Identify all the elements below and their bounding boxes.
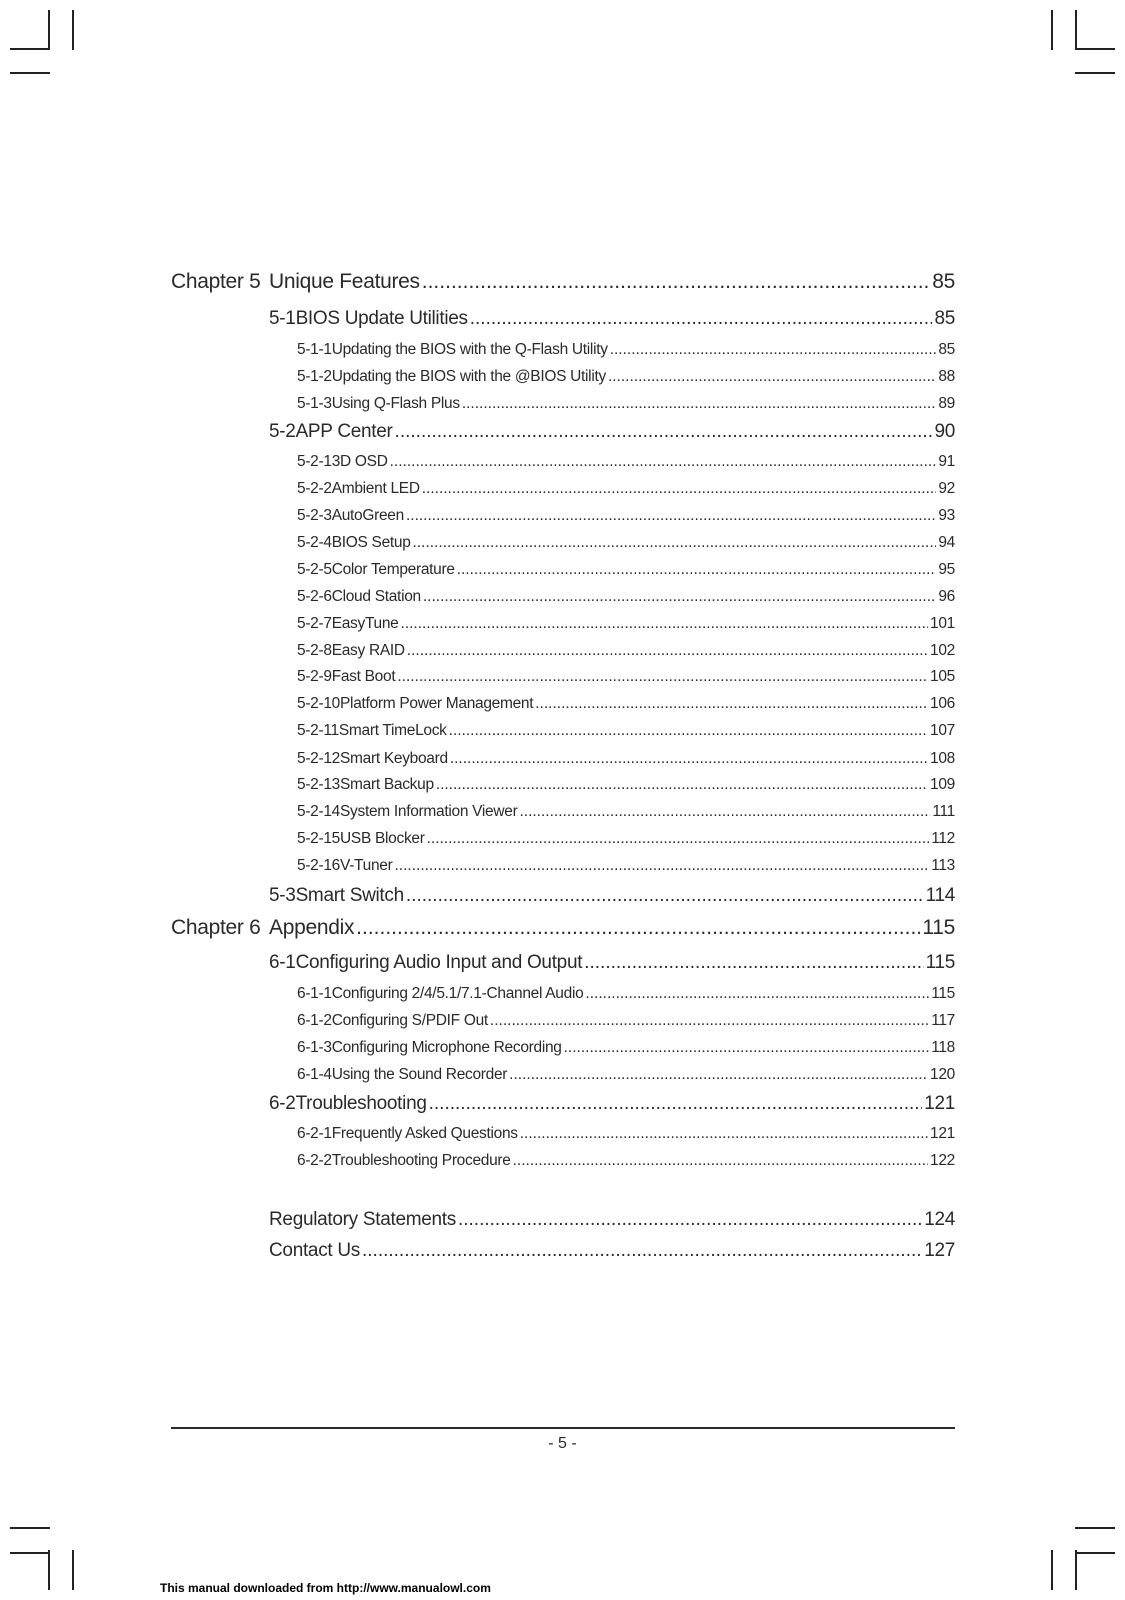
toc-number: 5-2-8 [297, 642, 332, 659]
toc-leader [356, 916, 920, 940]
toc-leader [490, 1012, 929, 1030]
toc-title: Configuring 2/4/5.1/7.1-Channel Audio [331, 985, 584, 1002]
toc-number: 5-2-2 [297, 480, 332, 497]
toc-number: 6-1 [269, 952, 296, 973]
toc-title: Troubleshooting [295, 1093, 427, 1114]
toc-number: 5-2 [269, 421, 296, 442]
toc-leader [401, 615, 929, 633]
toc-page: 92 [938, 480, 955, 497]
toc-leader [449, 722, 928, 740]
toc-title: Ambient LED [331, 480, 420, 497]
toc-page: 108 [930, 750, 955, 767]
toc-page: 89 [938, 395, 955, 412]
toc-page: 120 [930, 1066, 955, 1083]
toc-leader [362, 1240, 922, 1262]
crop-mark [10, 1552, 50, 1554]
toc-title: Fast Boot [331, 668, 396, 685]
toc-leader [422, 270, 930, 294]
toc-title: Configuring Microphone Recording [331, 1039, 562, 1056]
toc-page: 85 [932, 270, 955, 293]
toc-leader [470, 308, 933, 330]
toc-title: EasyTune [331, 615, 399, 632]
toc-leader [610, 341, 937, 359]
toc-title: Platform Power Management [340, 695, 534, 712]
toc-title: Configuring Audio Input and Output [295, 952, 583, 973]
toc-page: 118 [931, 1039, 955, 1056]
toc-leader [394, 857, 929, 875]
toc-number: 5-2-13 [297, 776, 341, 793]
toc-leader [429, 1093, 923, 1115]
toc-number: 5-2-7 [297, 615, 332, 632]
crop-mark [72, 10, 74, 50]
toc-leader [457, 561, 937, 579]
toc-title: Smart TimeLock [338, 722, 447, 739]
toc-number: 5-2-6 [297, 588, 332, 605]
toc-title: Easy RAID [331, 642, 405, 659]
toc-number: 6-2-1 [297, 1125, 332, 1142]
toc-page: 115 [925, 952, 955, 973]
toc-leader [519, 803, 930, 821]
toc-page: 109 [930, 776, 955, 793]
toc-chapter-label: Chapter 5 [171, 270, 261, 293]
toc-page: 124 [924, 1209, 955, 1230]
toc-number: 5-2-16 [297, 857, 341, 874]
toc-leader [397, 668, 928, 686]
toc-title: BIOS Setup [331, 534, 411, 551]
toc-leader [436, 776, 928, 794]
toc-leader [564, 1039, 930, 1057]
toc-leader [584, 952, 923, 974]
toc-title: V-Tuner [340, 857, 393, 874]
toc-page: 113 [931, 857, 955, 874]
page-number: - 5 - [548, 1435, 577, 1452]
toc-number: 6-1-1 [297, 985, 332, 1002]
toc-leader [413, 534, 937, 552]
toc-leader [462, 395, 937, 413]
toc-title: AutoGreen [331, 507, 404, 524]
toc-leader [406, 507, 936, 525]
toc-number: 5-1-2 [297, 368, 332, 385]
toc-leader [535, 695, 928, 713]
toc-page: 88 [938, 368, 955, 385]
footer-rule [171, 1427, 955, 1429]
toc-page: 96 [938, 588, 955, 605]
toc-leader [406, 885, 924, 907]
toc-title: Updating the BIOS with the Q-Flash Utility [331, 341, 608, 358]
crop-mark [48, 1550, 50, 1590]
toc-page: 112 [931, 830, 955, 847]
toc-page: 111 [932, 803, 955, 820]
toc-number: 5-1-3 [297, 395, 332, 412]
toc-page: 101 [930, 615, 955, 632]
toc-number: 6-1-4 [297, 1066, 332, 1083]
toc-title: APP Center [295, 421, 393, 442]
toc-number: 5-2-11 [297, 722, 339, 739]
crop-mark [1075, 10, 1077, 50]
toc-page: 107 [930, 722, 955, 739]
crop-mark [1075, 72, 1115, 74]
toc-page: 106 [930, 695, 955, 712]
toc-page: 105 [930, 668, 955, 685]
toc-leader [450, 750, 928, 768]
toc-title: Unique Features [269, 270, 420, 293]
toc-leader [395, 421, 933, 443]
toc-leader [458, 1209, 922, 1231]
toc-title: Regulatory Statements [269, 1209, 456, 1230]
toc-page: 90 [934, 421, 955, 442]
toc-title: Color Temperature [331, 561, 455, 578]
toc-title: Configuring S/PDIF Out [331, 1012, 488, 1029]
toc-number: 5-1 [269, 308, 296, 329]
crop-mark [1075, 1550, 1077, 1590]
toc-page: 93 [938, 507, 955, 524]
toc-leader [608, 368, 936, 386]
toc-page: 122 [930, 1152, 955, 1169]
toc-number: 5-2-10 [297, 695, 341, 712]
toc-page: 94 [938, 534, 955, 551]
toc-title: Using the Sound Recorder [331, 1066, 508, 1083]
crop-mark [1075, 1552, 1115, 1554]
toc-page: 85 [938, 341, 955, 358]
toc-title: Cloud Station [331, 588, 421, 605]
toc-leader [423, 588, 936, 606]
crop-mark [1051, 1550, 1053, 1590]
toc-leader [520, 1125, 928, 1143]
toc-page: 114 [925, 885, 955, 906]
toc-title: System Information Viewer [340, 803, 518, 820]
crop-mark [10, 72, 50, 74]
toc-leader [422, 480, 937, 498]
crop-mark [72, 1550, 74, 1590]
crop-mark [1075, 1527, 1115, 1529]
toc-title: Using Q-Flash Plus [331, 395, 460, 412]
crop-mark [10, 48, 50, 50]
toc-page: 91 [938, 453, 955, 470]
toc-leader [407, 642, 928, 660]
toc-leader [513, 1152, 928, 1170]
crop-mark [48, 10, 50, 50]
crop-mark [10, 1527, 50, 1529]
toc-number: 5-2-15 [297, 830, 341, 847]
toc-number: 6-1-2 [297, 1012, 332, 1029]
toc-page: 121 [924, 1093, 955, 1114]
toc-page: 115 [931, 985, 955, 1002]
toc-number: 5-3 [269, 885, 296, 906]
toc-page: 127 [924, 1240, 955, 1261]
crop-mark [1075, 48, 1115, 50]
toc-title: Frequently Asked Questions [331, 1125, 518, 1142]
download-note: This manual downloaded from http://www.manualowl.com [160, 1581, 491, 1595]
toc-leader [427, 830, 930, 848]
toc-number: 5-2-1 [297, 453, 332, 470]
toc-number: 5-2-12 [297, 750, 341, 767]
toc-page: 115 [922, 916, 955, 939]
toc-leader [585, 985, 929, 1003]
toc-title: Updating the BIOS with the @BIOS Utility [331, 368, 606, 385]
toc-title: Contact Us [269, 1240, 360, 1261]
toc-number: 5-1-1 [297, 341, 332, 358]
toc-page: 121 [930, 1125, 955, 1142]
toc-leader [509, 1066, 928, 1084]
toc-number: 5-2-4 [297, 534, 332, 551]
crop-mark [1051, 10, 1053, 50]
toc-page: 95 [938, 561, 955, 578]
toc-title: Smart Backup [340, 776, 434, 793]
toc-title: Smart Keyboard [340, 750, 448, 767]
toc-chapter-label: Chapter 6 [171, 916, 261, 939]
toc-number: 6-1-3 [297, 1039, 332, 1056]
toc-page: 85 [934, 308, 955, 329]
toc-number: 6-2-2 [297, 1152, 332, 1169]
toc-title: 3D OSD [331, 453, 388, 470]
toc-title: BIOS Update Utilities [295, 308, 468, 329]
toc-title: Appendix [269, 916, 355, 939]
toc-number: 5-2-5 [297, 561, 332, 578]
toc-number: 5-2-14 [297, 803, 341, 820]
toc-title: USB Blocker [340, 830, 425, 847]
toc-number: 6-2 [269, 1093, 296, 1114]
toc-number: 5-2-3 [297, 507, 332, 524]
toc-title: Troubleshooting Procedure [331, 1152, 511, 1169]
toc-page: 117 [931, 1012, 955, 1029]
toc-title: Smart Switch [295, 885, 404, 906]
toc-number: 5-2-9 [297, 668, 332, 685]
toc-leader [390, 453, 937, 471]
toc-page: 102 [930, 642, 955, 659]
